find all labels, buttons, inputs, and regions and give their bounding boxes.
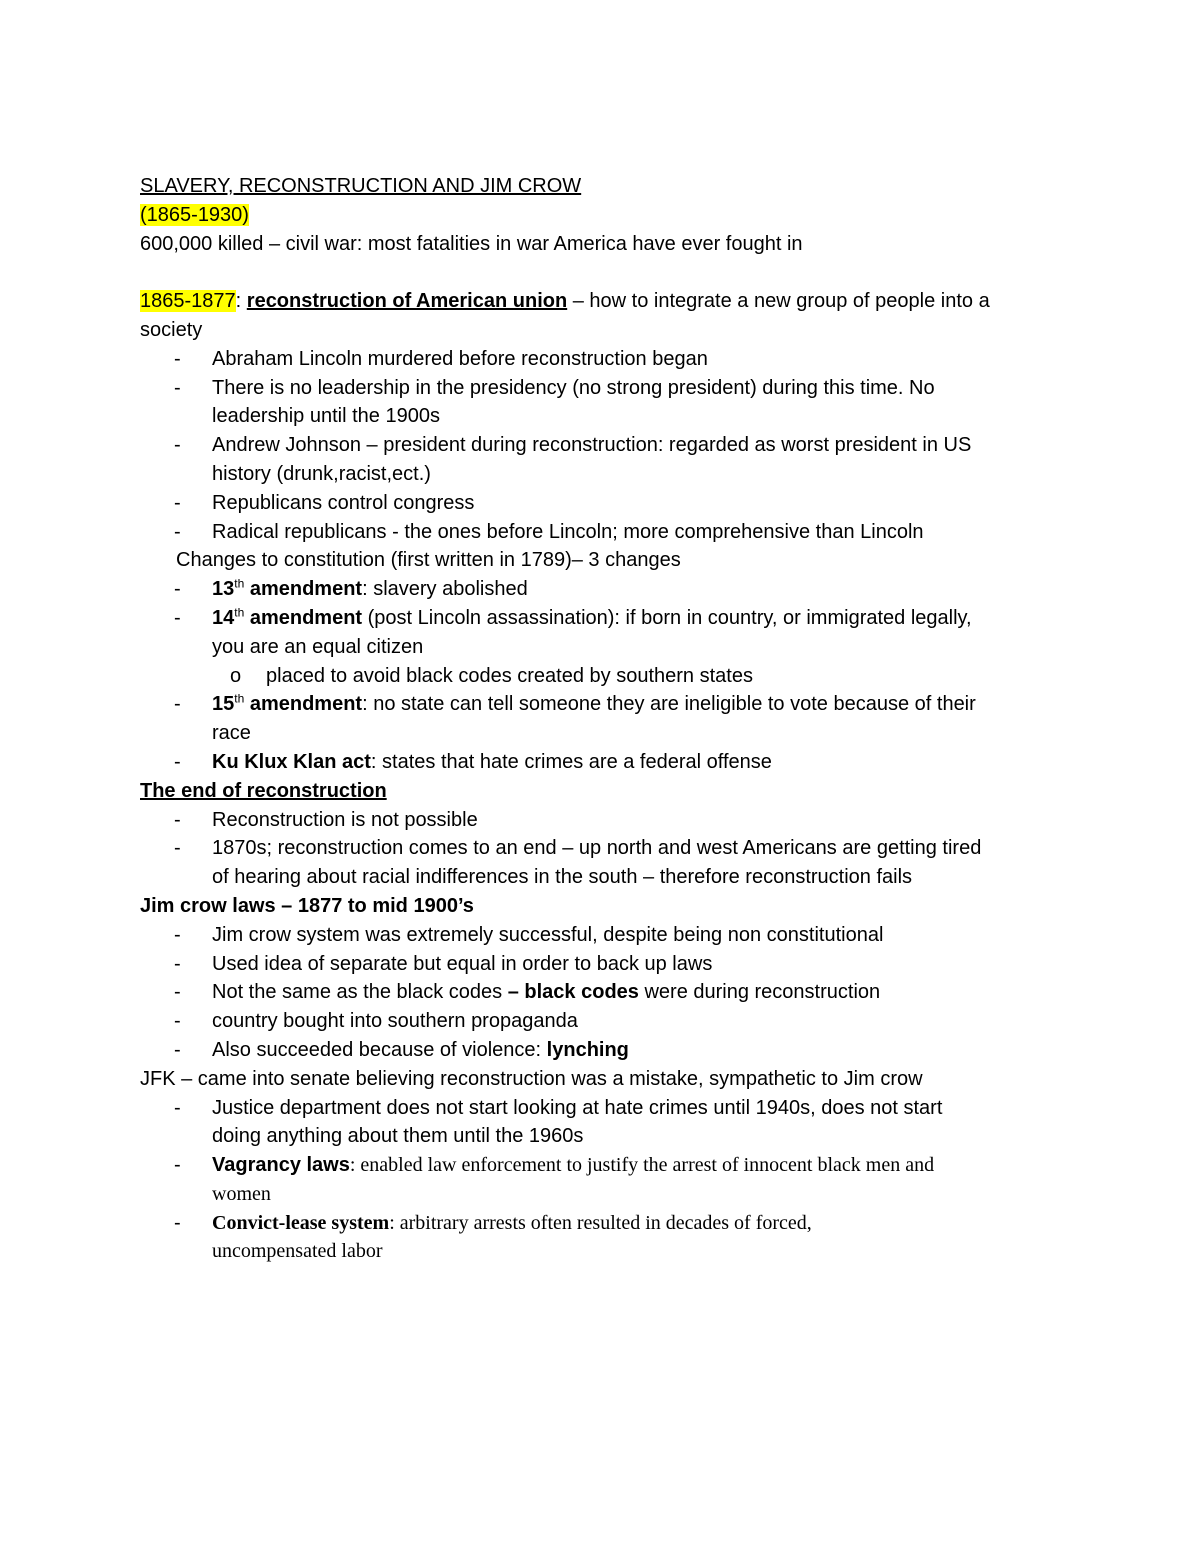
- list-item-cont: women: [212, 1182, 271, 1205]
- list-item: - Republicans control congress: [174, 491, 475, 514]
- recon-desc: – how to integrate a new group of people into a: [567, 290, 990, 313]
- recon-years: 1865-1877: [140, 290, 236, 313]
- list-item: - country bought into southern propaganda: [174, 1010, 578, 1033]
- reconstruction-line: 1865-1877: reconstruction of American union – how to integrate a new group of people into a: [140, 290, 990, 313]
- list-item-cont: leadership until the 1900s: [212, 405, 440, 428]
- end-heading: The end of reconstruction: [140, 779, 387, 802]
- jfk-heading: JFK – came into senate believing reconstruction was a mistake, sympathetic to Jim crow: [140, 1067, 923, 1090]
- period-highlight: (1865-1930): [140, 203, 249, 226]
- list-item: - Radical republicans - the ones before Lincoln; more comprehensive than Lincoln: [174, 520, 924, 543]
- list-item-cont: you are an equal citizen: [212, 635, 424, 658]
- list-item: - Jim crow system was extremely successful, despite being non constitutional: [174, 923, 884, 946]
- list-item: - Justice department does not start looking at hate crimes until 1940s, does not start: [174, 1096, 943, 1119]
- list-item-14th: - 14th amendment (post Lincoln assassination): if born in country, or immigrated legally,: [174, 605, 972, 629]
- list-item-cont: race: [212, 722, 251, 745]
- list-item: - Reconstruction is not possible: [174, 808, 478, 831]
- list-item-cont: uncompensated labor: [212, 1240, 383, 1263]
- list-item-convict-lease: - Convict-lease system: arbitrary arrests often resulted in decades of forced,: [174, 1211, 812, 1234]
- constitution-intro: Changes to constitution (first written in 1789)– 3 changes: [176, 549, 681, 572]
- jimcrow-heading: Jim crow laws – 1877 to mid 1900’s: [140, 894, 474, 917]
- list-item: - 1870s; reconstruction comes to an end – up north and west Americans are getting tired: [174, 837, 982, 860]
- list-item-cont: history (drunk,racist,ect.): [212, 462, 431, 485]
- list-item-cont: doing anything about them until the 1960s: [212, 1125, 584, 1148]
- list-item: - Abraham Lincoln murdered before reconstruction began: [174, 347, 708, 370]
- recon-heading: reconstruction of American union: [246, 290, 568, 313]
- list-item-kkk: - Ku Klux Klan act: states that hate crimes are a federal offense: [174, 750, 772, 773]
- list-item-vagrancy: - Vagrancy laws: enabled law enforcement to justify the arrest of innocent black men and: [174, 1154, 935, 1177]
- intro-line: 600,000 killed – civil war: most fatalities in war America have ever fought in: [140, 232, 803, 255]
- list-item: - Not the same as the black codes – black codes were during reconstruction: [174, 981, 881, 1004]
- list-item-13th: - 13th amendment: slavery abolished: [174, 576, 528, 601]
- list-item: - There is no leadership in the presidency (no strong president) during this time. No: [174, 376, 935, 399]
- document-page: [140, 172, 1060, 1266]
- list-item: - Andrew Johnson – president during reconstruction: regarded as worst president in US: [174, 434, 972, 457]
- list-item: - Used idea of separate but equal in order to back up laws: [174, 952, 713, 975]
- list-item: - Also succeeded because of violence: lynching: [174, 1038, 629, 1061]
- recon-desc-cont: society: [140, 318, 203, 341]
- list-item-15th: - 15th amendment: no state can tell someone they are ineligible to vote because of their: [174, 691, 976, 716]
- sub-list-item: o placed to avoid black codes created by southern states: [230, 664, 753, 687]
- spacer: [140, 258, 1060, 287]
- list-item-cont: of hearing about racial indifferences in the south – therefore reconstruction fails: [212, 866, 913, 889]
- document-title: SLAVERY, RECONSTRUCTION AND JIM CROW: [140, 175, 582, 197]
